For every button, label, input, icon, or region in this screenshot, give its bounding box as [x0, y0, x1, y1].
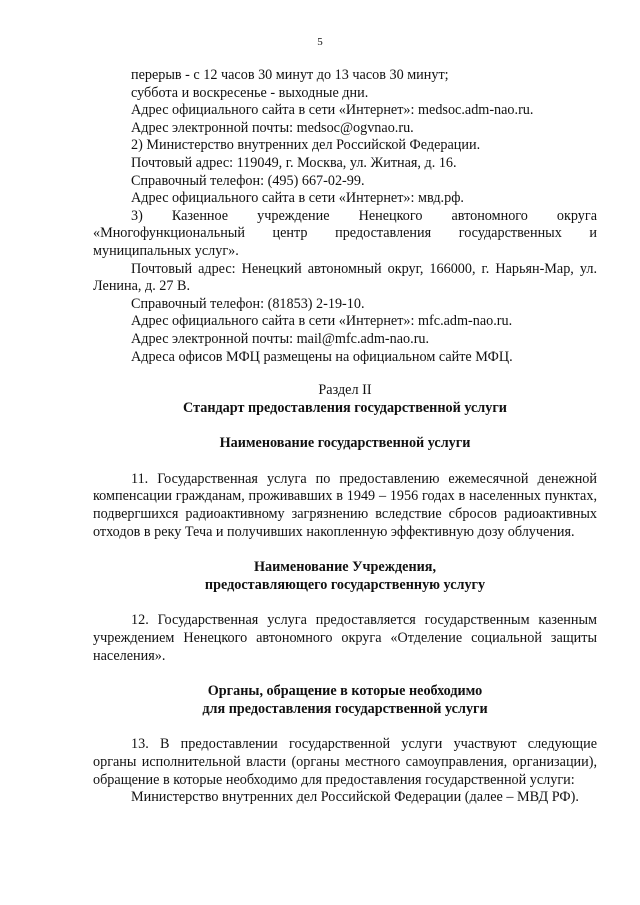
text-line: перерыв - с 12 часов 30 минут до 13 часов 30 минут;	[131, 67, 449, 83]
heading-service-name: Наименование государственной услуги	[219, 435, 471, 452]
paragraph-13-continuation: Министерство внутренних дел Российской Федерации (далее – МВД РФ).	[131, 789, 579, 806]
paragraph-13: 13. В предоставлении государственной услуги участвуют следующие органы исполнительной власти (органы местного самоуправления, организации), обращение в которые необходимо для предоставления государственной услуги:	[93, 736, 597, 788]
text-line: Адрес официального сайта в сети «Интернет»: mfc.adm-nao.ru.	[131, 313, 513, 330]
paragraph-11: 11. Государственная услуга по предоставлению ежемесячной денежной компенсации гражданам, проживавших в 1949 – 1956 годах в населенных пунктах, подвергшихся радиоактивному загрязнению вследствие сбросов радиоактивных отходов в реку Теча и получивших накопленную эффективную дозу облучения.	[93, 470, 597, 540]
text-line: Адрес электронной почты: mail@mfc.adm-nao.ru.	[131, 330, 430, 347]
postal-address-paragraph: Почтовый адрес: Ненецкий автономный округ, 166000, г. Нарьян-Мар, ул. Ленина, д. 27 В.	[93, 260, 597, 295]
section-label: Раздел II	[318, 382, 372, 399]
text-line: Справочный телефон: (81853) 2-19-10.	[131, 295, 365, 312]
text-line: Адрес официального сайта в сети «Интернет»: medsoc.adm-nao.ru.	[131, 102, 534, 119]
text-line: 2) Министерство внутренних дел Российской Федерации.	[131, 137, 481, 154]
paragraph-12: 12. Государственная услуга предоставляется государственным казенным учреждением Ненецкого автономного округа «Отделение социальной защиты населения».	[93, 612, 597, 664]
heading-institution-line1: Наименование Учреждения,	[253, 559, 437, 576]
document-body	[93, 67, 597, 807]
text-line: Адрес официального сайта в сети «Интернет»: мвд.рф.	[131, 190, 464, 207]
heading-bodies-line1: Органы, обращение в которые необходимо	[207, 683, 483, 700]
item-3-paragraph: 3) Казенное учреждение Ненецкого автономного округа «Многофункциональный центр предоставления государственных и муниципальных услуг».	[93, 207, 597, 259]
heading-institution-line2: предоставляющего государственную услугу	[204, 576, 486, 593]
text-line: Адреса офисов МФЦ размещены на официальном сайте МФЦ.	[131, 348, 513, 365]
page-number: 5	[317, 36, 323, 48]
text-line: Адрес электронной почты: medsoc@ogvnao.ru.	[131, 119, 414, 136]
text-line: суббота и воскресенье - выходные дни.	[131, 84, 369, 101]
section-title: Стандарт предоставления государственной услуги	[183, 399, 507, 416]
text-line: Справочный телефон: (495) 667-02-99.	[131, 172, 365, 189]
heading-bodies-line2: для предоставления государственной услуги	[202, 700, 488, 717]
text-line: Почтовый адрес: 119049, г. Москва, ул. Житная, д. 16.	[131, 154, 457, 171]
